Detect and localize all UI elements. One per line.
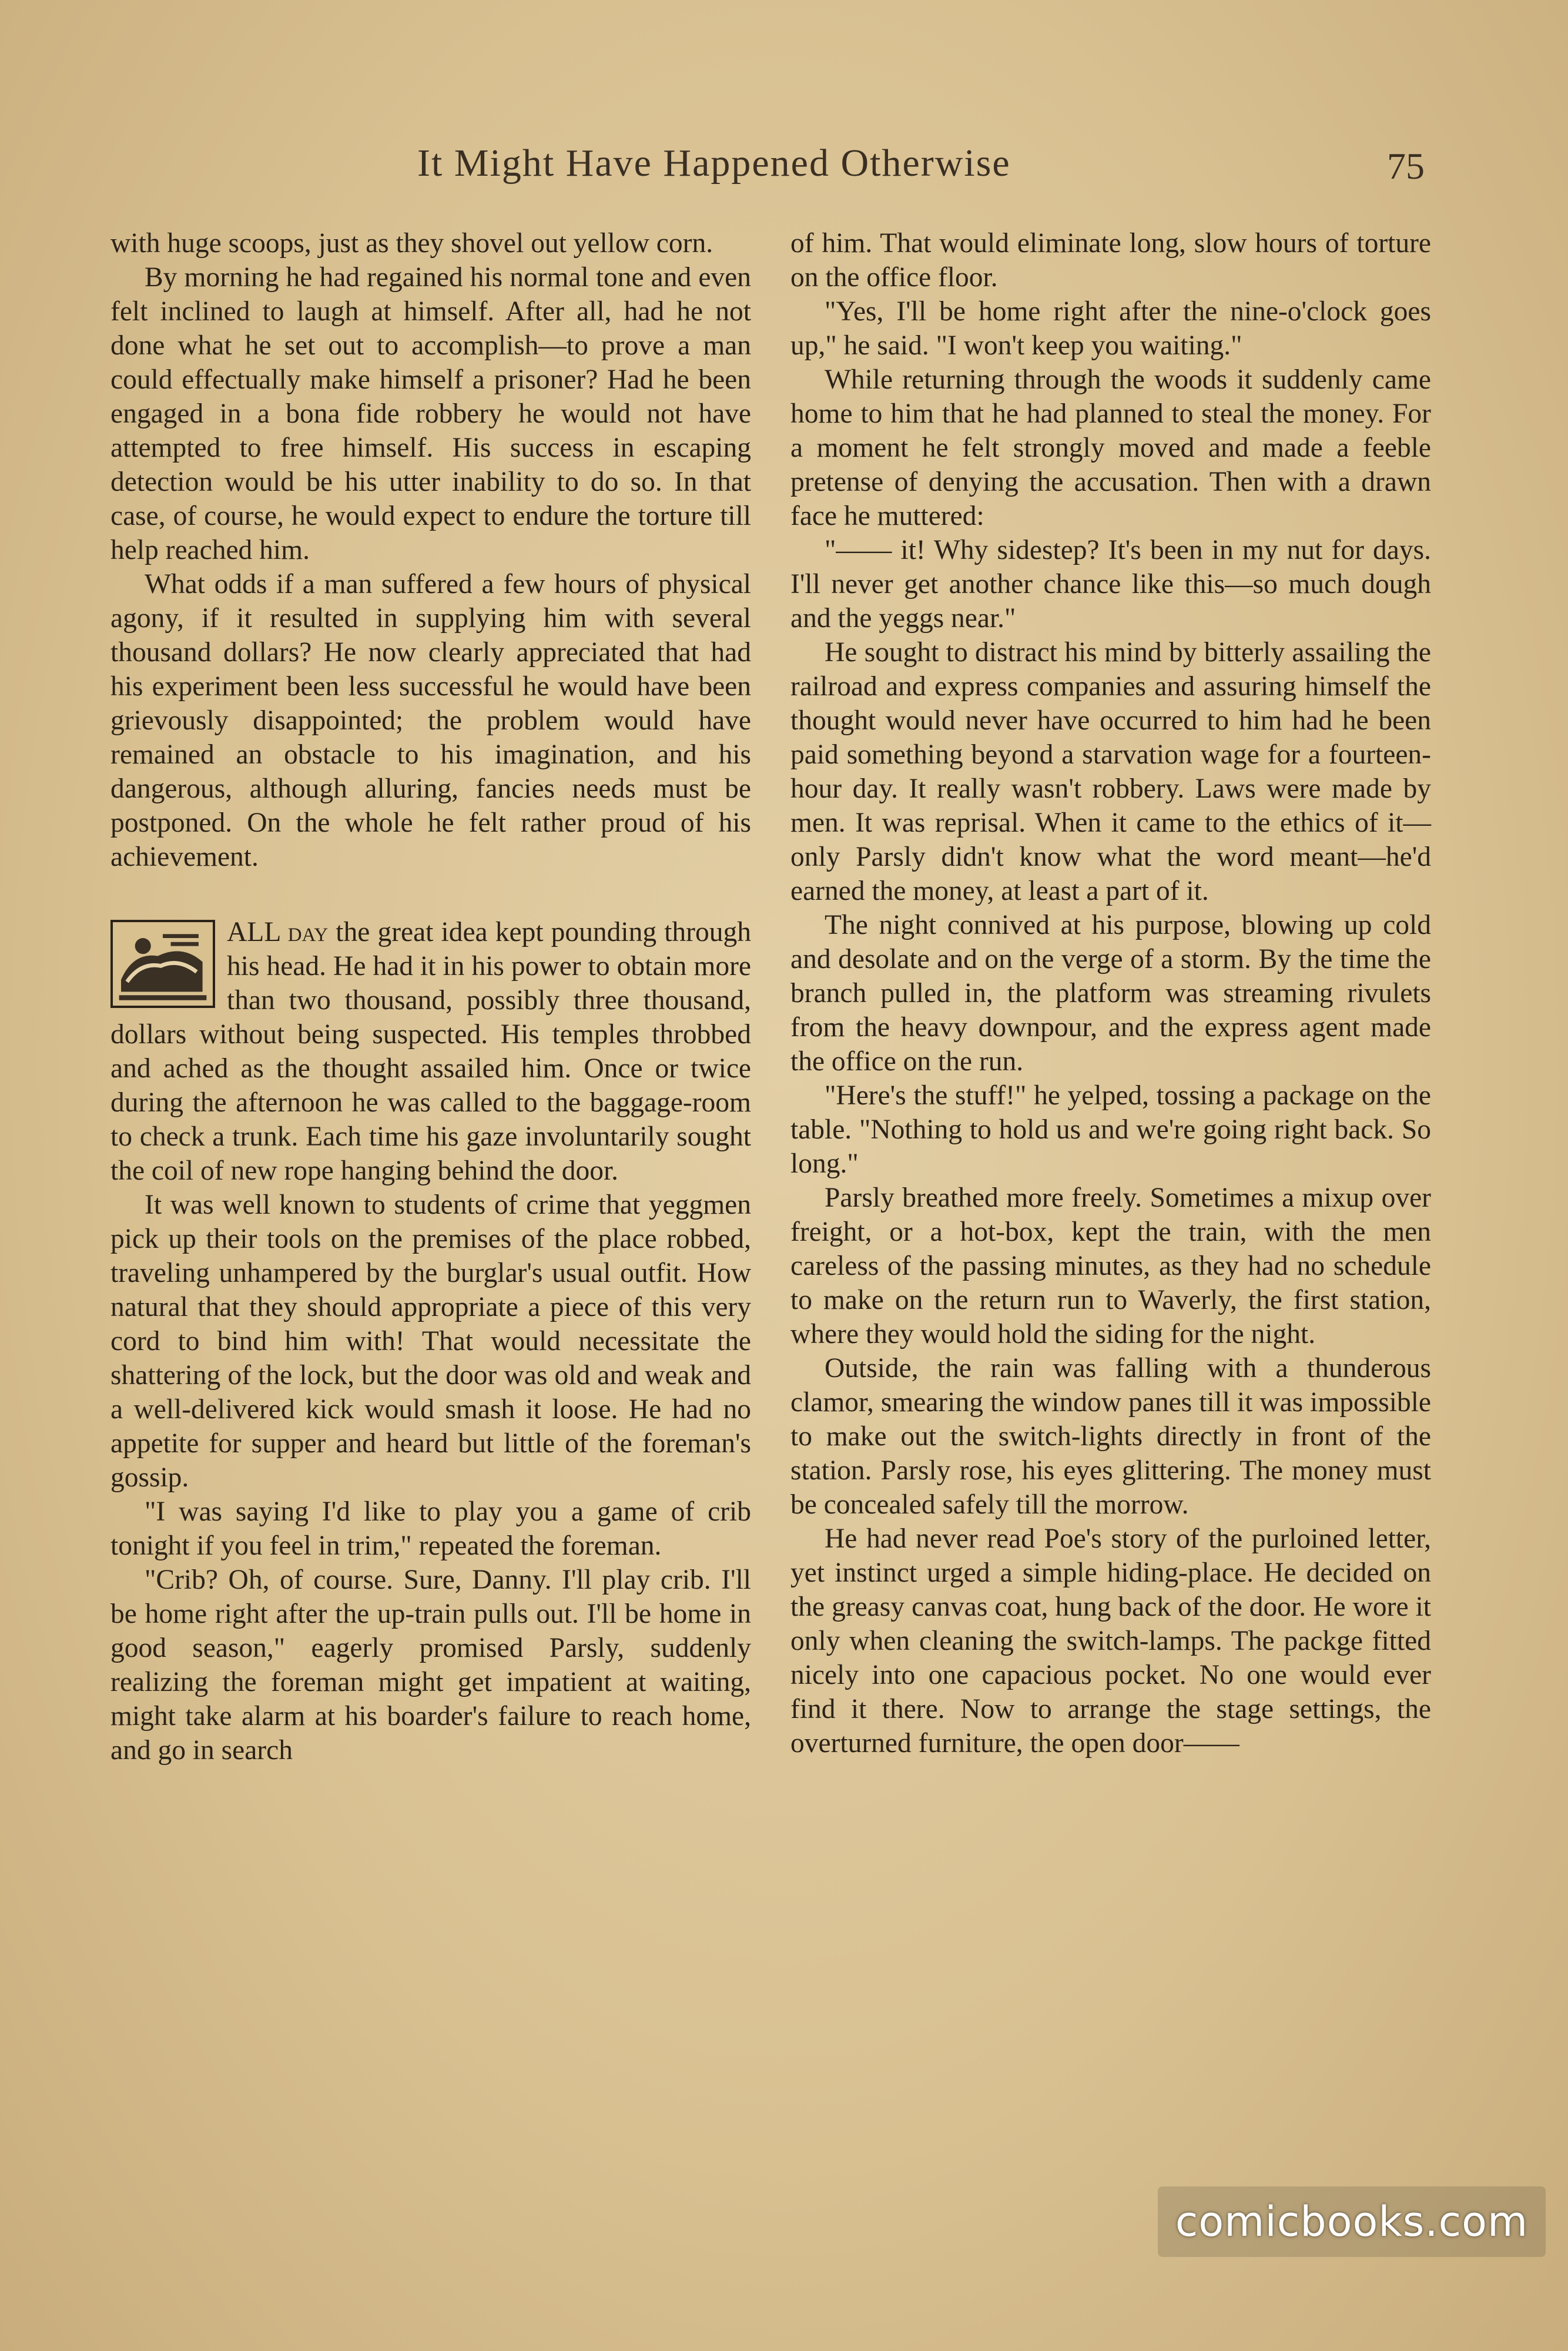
paragraph: The night connived at his purpose, blowing up cold and desolate and on the verge of a storm. By the time the branch pulled in, the platform was streaming rivulets from the heavy downpour, and the express agent made the office on the run. — [790, 910, 1431, 1077]
paragraph: "Here's the stuff!" he yelped, tossing a package on the table. "Nothing to hold us and we're going right back. So long." — [790, 1080, 1431, 1179]
paragraph: It was well known to students of crime that yeggmen pick up their tools on the premises of the place robbed, traveling unhampered by the burglar's usual outfit. How natural that they should appropriate a piece of this very cord to bind him with! That would necessitate the shattering of the lock, but the door was old and weak and a well-delivered kick would smash it loose. He had no appetite for supper and heard but little of the foreman's gossip. — [110, 1190, 751, 1493]
paragraph: He sought to distract his mind by bitterly assailing the railroad and express companies and assuring himself the thought would never have occurred to him had he been paid something beyond a starvation wage for a fourteen-hour day. It really wasn't robbery. Laws were made by men. It was reprisal. When it came to the ethics of it—only Parsly didn't know what the word meant—he'd earned the money, at least a part of it. — [790, 637, 1431, 906]
paragraph: By morning he had regained his normal tone and even felt inclined to laugh at himself. After all, had he not done what he set out to accomplish—to prove a man could effectually make himself a prisoner? Had he been engaged in a bona fide robbery he would not have attempted to free himself. His success in escaping detection would be his utter inability to do so. In that case, of course, he would expect to endure the torture till help reached him. — [110, 262, 751, 565]
vignette-drawing — [113, 922, 213, 1006]
paragraph: "Yes, I'll be home right after the nine-o'clock goes up," he said. "I won't keep you waiting." — [790, 296, 1431, 361]
paragraph: He had never read Poe's story of the purloined letter, yet instinct urged a simple hiding-place. He decided on the greasy canvas coat, hung back of the door. He wore it only when cleaning the switch-lamps. The packge fitted nicely into one capacious pocket. No one would ever find it there. Now to arrange the stage settings, the overturned furniture, the open door—— — [790, 1523, 1431, 1759]
page-header — [0, 141, 1568, 206]
paragraph: Parsly breathed more freely. Sometimes a mixup over freight, or a hot-box, kept the train, with the men careless of the passing minutes, as they had no schedule to make on the return run to Waverly, the first station, where they would hold the siding for the night. — [790, 1183, 1431, 1349]
paragraph-body: the great idea kept pounding through his head. He had it in his power to obtain more than two thousand, possibly three thousand, dollars without being suspected. His temples throbbed and ached as the thought assailed him. Once or twice during the afternoon he was called to the baggage-room to check a trunk. Each time his gaze involuntarily sought the coil of new rope hanging behind the door. — [110, 917, 751, 1186]
left-column — [110, 226, 751, 1767]
paragraph: "Crib? Oh, of course. Sure, Danny. I'll play crib. I'll be home right after the up-train pulls out. I'll be home in good season," eagerly promised Parsly, suddenly realizing the foreman might get impatient at waiting, might take alarm at his boarder's failure to reach home, and go in search — [110, 1565, 751, 1766]
page-number: 75 — [1387, 145, 1425, 187]
lead-in-text: ALL day — [227, 917, 329, 947]
paragraph: with huge scoops, just as they shovel out yellow corn. — [110, 228, 713, 259]
paragraph: "—— it! Why sidestep? It's been in my nut for days. I'll never get another chance like this—so much dough and the yeggs near." — [790, 535, 1431, 634]
decorative-vignette-icon — [110, 920, 215, 1008]
paragraph: What odds if a man suffered a few hours of physical agony, if it resulted in supplying him with several thousand dollars? He now clearly appreciated that had his experiment been less successful he would have been grievously disappointed; the problem would have remained an obstacle to his imagination, and his dangerous, although alluring, fancies needs must be postponed. On the whole he felt rather proud of his achievement. — [110, 569, 751, 872]
paragraph: While returning through the woods it suddenly came home to him that he had planned to steal the money. For a moment he felt strongly moved and made a feeble pretense of denying the accusation. Then with a drawn face he muttered: — [790, 364, 1431, 531]
section-break — [110, 874, 751, 915]
paragraph: "I was saying I'd like to play you a game of crib tonight if you feel in trim," repeated the foreman. — [110, 1496, 751, 1561]
watermark: comicbooks.com — [1158, 2186, 1546, 2257]
running-title: It Might Have Happened Otherwise — [417, 142, 1011, 185]
paragraph: Outside, the rain was falling with a thunderous clamor, smearing the window panes till it was impossible to make out the switch-lights directly in front of the station. Parsly rose, his eyes glittering. The money must be concealed safely till the morrow. — [790, 1353, 1431, 1520]
right-column — [790, 226, 1431, 1760]
paragraph: of him. That would eliminate long, slow hours of torture on the office floor. — [790, 228, 1431, 293]
